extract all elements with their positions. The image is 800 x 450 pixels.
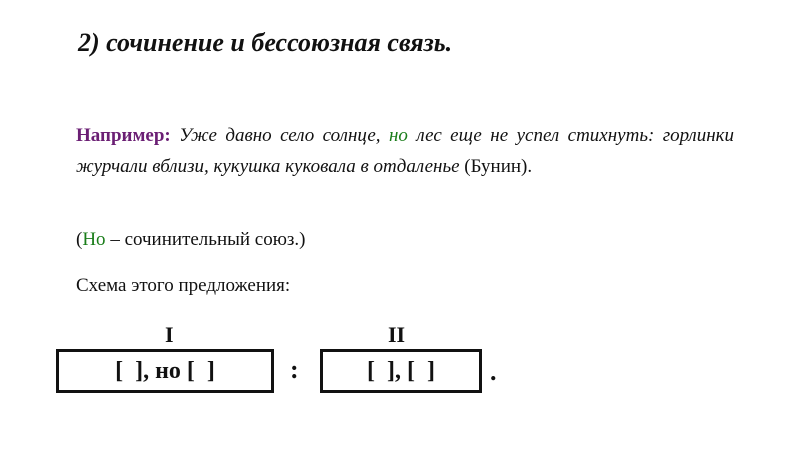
example-author: (Бунин). [464,156,533,177]
scheme-caption: Схема этого предложения: [76,275,291,296]
part-1-number: I [165,322,174,347]
note-rest: – сочинительный союз.) [105,229,306,250]
conjunction-note [76,229,306,251]
note-open-paren: ( [76,229,83,250]
example-paragraph [76,120,734,182]
sentence-scheme [44,314,514,414]
scheme-part-2-box: [ ], [ ] [320,349,482,393]
example-text-after: лес еще не успел стихнуть: горлинки журчали вблизи, кукушка куковала в отдаленье [76,125,735,177]
scheme-part-1-box: [ ], но [ ] [56,349,274,393]
slide-title: 2) сочинение и бессоюзная связь. [78,28,453,57]
example-conjunction: но [388,125,408,146]
scheme-colon: : [290,355,299,384]
scheme-period: . [490,357,497,386]
example-label: Например: [76,125,171,146]
example-text-before: Уже давно село солнце, [179,125,381,146]
note-conjunction: Но [82,229,106,250]
part-2-number: II [388,322,406,347]
